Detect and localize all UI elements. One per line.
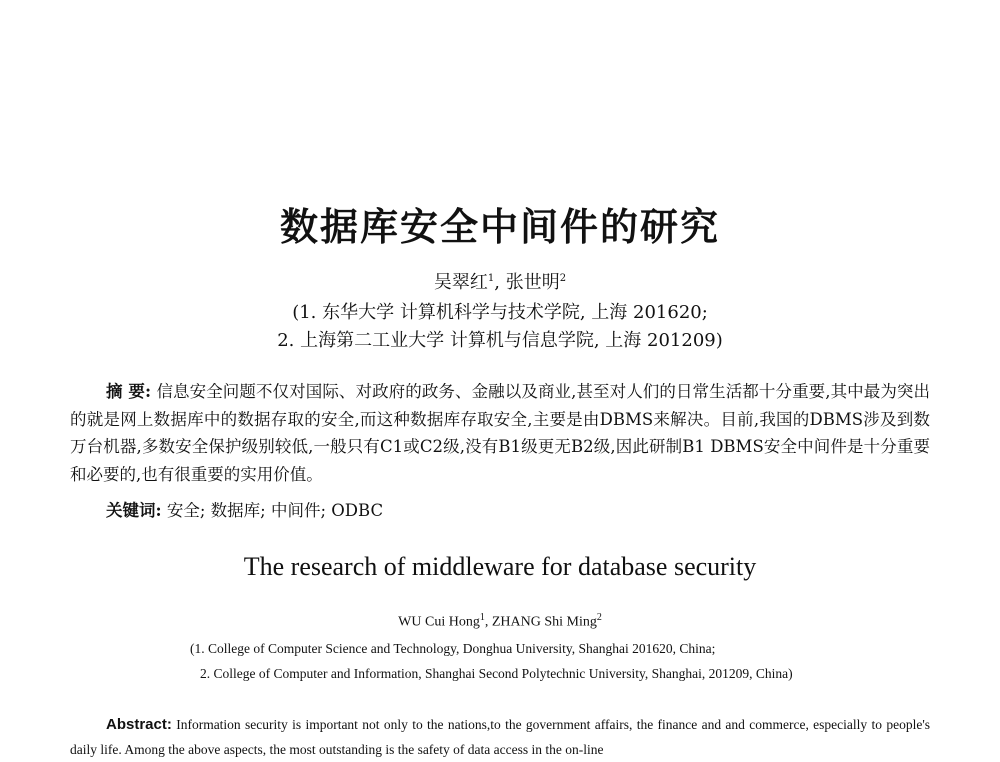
abstract-zh bbox=[70, 378, 930, 488]
abstract-en-label: Abstract: bbox=[106, 716, 172, 733]
abstract-en bbox=[70, 712, 930, 762]
keywords-zh bbox=[106, 497, 383, 521]
abstract-zh-label: 摘 要: bbox=[106, 382, 152, 401]
author-separator-en: , bbox=[484, 614, 492, 630]
affiliation-zh-2: 2. 上海第二工业大学 计算机与信息学院, 上海 201209) bbox=[277, 330, 723, 351]
authors-en bbox=[0, 612, 1000, 631]
author-1-zh-affil-mark: 1 bbox=[487, 273, 495, 284]
abstract-zh-text: 信息安全问题不仅对国际、对政府的政务、金融以及商业,甚至对人们的日常生活都十分重要,其中最为突出的就是网上数据库中的数据存取的安全,而这种数据库存取安全,主要是由DBMS来解决。目前,我国的DBMS涉及到数万台机器,多数安全保护级别较低,一般只有C1或C2级,没有B1级更无B2级,因此研制B1 DBMS安全中间件是十分重要和必要的,也有很重要的实用价值。 bbox=[70, 382, 931, 484]
affiliation-en-1: (1. College of Computer Science and Technology, Donghua University, Shanghai 201620, China; bbox=[190, 641, 716, 656]
abstract-en-text: Information security is important not only to the nations,to the government affairs, the finance and and commerce, especially to people's daily life. Among the above aspects, the most outstanding is the safety of data access in the on-line bbox=[70, 717, 931, 757]
affiliation-en-2: 2. College of Computer and Information, Shanghai Second Polytechnic University, Shanghai, 201209, China) bbox=[200, 666, 793, 681]
authors-zh bbox=[0, 268, 1000, 294]
author-separator-zh: , bbox=[494, 272, 506, 293]
author-1-en: WU Cui Hong bbox=[398, 614, 480, 630]
paper-title-en: The research of middleware for database security bbox=[243, 552, 757, 581]
author-2-en: ZHANG Shi Ming bbox=[491, 614, 597, 630]
paper-title-zh: 数据库安全中间件的研究 bbox=[279, 204, 720, 249]
affiliation-zh-1: (1. 东华大学 计算机科学与技术学院, 上海 201620; bbox=[292, 302, 708, 323]
author-2-en-affil-mark: 2 bbox=[596, 612, 602, 623]
keywords-zh-label: 关键词: bbox=[106, 501, 162, 520]
author-2-zh-affil-mark: 2 bbox=[559, 273, 567, 284]
keywords-zh-text: 安全; 数据库; 中间件; ODBC bbox=[166, 501, 384, 520]
author-1-en-affil-mark: 1 bbox=[479, 612, 485, 623]
author-1-zh: 吴翠红 bbox=[433, 272, 488, 293]
author-2-zh: 张世明 bbox=[505, 272, 560, 293]
